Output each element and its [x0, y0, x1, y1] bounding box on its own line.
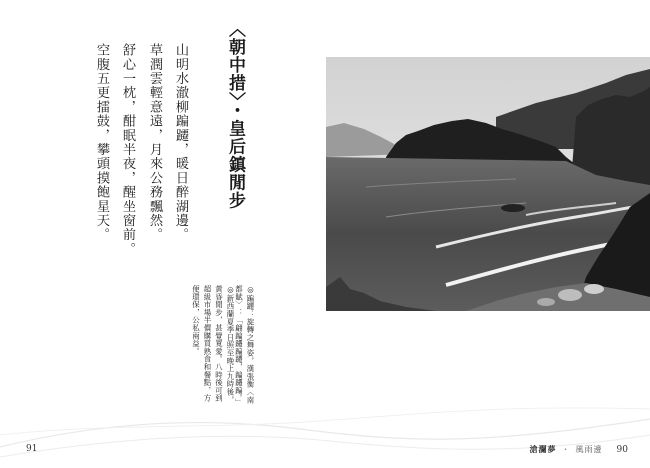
poem-line-4: 空腹五更擂鼓，攀頭摸飽星天。: [94, 43, 109, 242]
left-page-number: 91: [26, 444, 38, 454]
book-title: 滄瀾夢: [529, 444, 557, 454]
poem-line-1: 山明水澈柳蹁躚，暖日醉湖邊。: [173, 43, 188, 242]
poem-line-3: 舒心一枕，酣眠半夜，醒坐窗前。: [120, 43, 135, 256]
running-footer: [530, 444, 628, 455]
wave-decoration: [0, 395, 650, 468]
lake-photo-drawing: [326, 57, 650, 311]
chapter-title: 風雨邊: [575, 445, 603, 454]
footnote-1: ◎蹁躚：旋轉之舞姿，漢張衡〈南都賦〉：「翩蹁躚蹁躚，蹁躚蹁。」: [234, 285, 255, 407]
poem-line-2: 草潤雲輕意遠，月來公務飄然。: [147, 43, 162, 242]
footnote-2: ◎新西蘭夏季日照至晚上九時後，黃昏閒步，甚覺寬愛。八時後可到超級市場半價購買熟食和餐點，方便環保，公私兩益。: [191, 285, 235, 404]
lake-photo: [326, 57, 650, 311]
poem-title: 〈朝中措〉・皇后鎮閒步: [225, 20, 245, 210]
footer-separator: ・: [561, 445, 571, 454]
right-page-number: 90: [616, 445, 628, 455]
